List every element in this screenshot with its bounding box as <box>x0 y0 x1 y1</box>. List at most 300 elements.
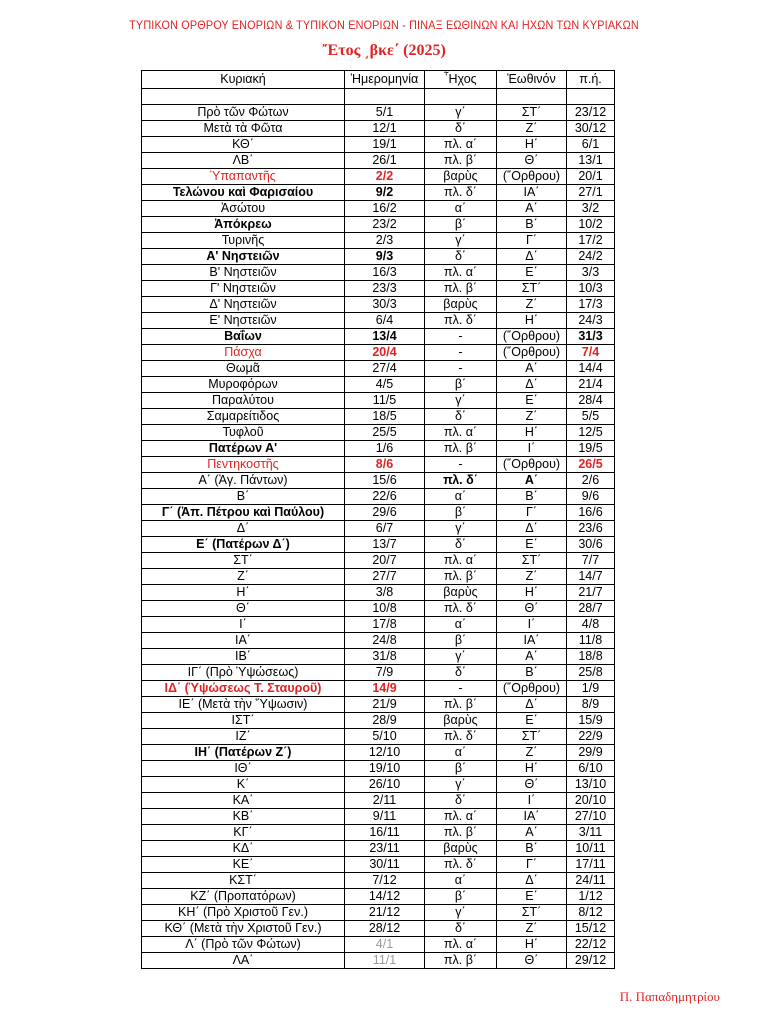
cell-date: 16/2 <box>345 201 425 217</box>
cell-sunday: ΣΤ΄ <box>142 553 345 569</box>
cell-prev: 16/6 <box>567 505 615 521</box>
cell-tone: πλ. α΄ <box>425 809 497 825</box>
cell-tone: πλ. δ΄ <box>425 729 497 745</box>
cell-prev: 23/6 <box>567 521 615 537</box>
cell-eothinon: Ε΄ <box>497 537 567 553</box>
cell-prev: 3/3 <box>567 265 615 281</box>
cell-prev: 9/6 <box>567 489 615 505</box>
cell-sunday: Ἀπόκρεω <box>142 217 345 233</box>
cell-eothinon: Α΄ <box>497 473 567 489</box>
cell-date: 29/6 <box>345 505 425 521</box>
cell-prev: 26/5 <box>567 457 615 473</box>
cell-prev: 21/4 <box>567 377 615 393</box>
cell-prev: 31/3 <box>567 329 615 345</box>
table-row <box>142 825 615 841</box>
table-row <box>142 809 615 825</box>
cell-tone: γ΄ <box>425 905 497 921</box>
cell-eothinon: Ζ΄ <box>497 121 567 137</box>
cell-prev: 21/7 <box>567 585 615 601</box>
cell-sunday: Ἀσώτου <box>142 201 345 217</box>
cell-tone: γ΄ <box>425 233 497 249</box>
cell-prev: 25/8 <box>567 665 615 681</box>
cell-sunday: Ε΄ (Πατέρων Δ΄) <box>142 537 345 553</box>
cell-date: 28/9 <box>345 713 425 729</box>
cell-date: 18/5 <box>345 409 425 425</box>
cell-eothinon: (῎Ορθρου) <box>497 681 567 697</box>
cell-sunday: Η΄ <box>142 585 345 601</box>
cell-date: 8/6 <box>345 457 425 473</box>
cell-sunday: Ὑπαπαντῆς <box>142 169 345 185</box>
table-row <box>142 425 615 441</box>
cell-tone: πλ. δ΄ <box>425 185 497 201</box>
table-row <box>142 249 615 265</box>
cell-date: 20/7 <box>345 553 425 569</box>
cell-eothinon: Δ΄ <box>497 249 567 265</box>
table-row <box>142 921 615 937</box>
cell-sunday <box>142 89 345 105</box>
cell-tone: α΄ <box>425 489 497 505</box>
cell-eothinon: Η΄ <box>497 313 567 329</box>
cell-tone: πλ. α΄ <box>425 265 497 281</box>
cell-prev: 28/4 <box>567 393 615 409</box>
cell-eothinon: Ε΄ <box>497 889 567 905</box>
cell-eothinon: Β΄ <box>497 841 567 857</box>
cell-sunday: ΚΓ΄ <box>142 825 345 841</box>
cell-tone: γ΄ <box>425 521 497 537</box>
cell-eothinon: Η΄ <box>497 937 567 953</box>
cell-date: 27/4 <box>345 361 425 377</box>
cell-prev: 13/1 <box>567 153 615 169</box>
cell-eothinon: Η΄ <box>497 761 567 777</box>
cell-sunday: Γ΄ (Ἀπ. Πέτρου καὶ Παύλου) <box>142 505 345 521</box>
cell-date: 5/10 <box>345 729 425 745</box>
cell-sunday: Μυροφόρων <box>142 377 345 393</box>
cell-eothinon: Θ΄ <box>497 153 567 169</box>
cell-sunday: ΚΖ΄ (Προπατόρων) <box>142 889 345 905</box>
cell-eothinon: Ζ΄ <box>497 921 567 937</box>
table-row <box>142 409 615 425</box>
table-row <box>142 201 615 217</box>
cell-date: 9/3 <box>345 249 425 265</box>
cell-tone: πλ. δ΄ <box>425 473 497 489</box>
cell-tone: βαρὺς <box>425 841 497 857</box>
cell-prev: 11/8 <box>567 633 615 649</box>
cell-date: 7/12 <box>345 873 425 889</box>
cell-eothinon: (῎Ορθρου) <box>497 345 567 361</box>
cell-sunday: ΚΔ΄ <box>142 841 345 857</box>
author-signature: Π. Παπαδημητρίου <box>619 989 720 1004</box>
cell-date: 4/1 <box>345 937 425 953</box>
cell-date: 9/2 <box>345 185 425 201</box>
cell-sunday: ΙΔ΄ (Ὑψώσεως Τ. Σταυροῦ) <box>142 681 345 697</box>
cell-tone: δ΄ <box>425 793 497 809</box>
cell-date: 17/8 <box>345 617 425 633</box>
table-row <box>142 473 615 489</box>
cell-date: 2/3 <box>345 233 425 249</box>
cell-tone: πλ. β΄ <box>425 825 497 841</box>
table-row <box>142 793 615 809</box>
table-row <box>142 153 615 169</box>
cell-prev: 17/3 <box>567 297 615 313</box>
cell-eothinon: Ι΄ <box>497 441 567 457</box>
cell-prev: 7/7 <box>567 553 615 569</box>
cell-tone: α΄ <box>425 873 497 889</box>
cell-tone: β΄ <box>425 633 497 649</box>
table-row <box>142 329 615 345</box>
cell-sunday: Πρὸ τῶν Φώτων <box>142 105 345 121</box>
cell-prev: 10/2 <box>567 217 615 233</box>
cell-eothinon: Ζ΄ <box>497 409 567 425</box>
cell-prev: 22/9 <box>567 729 615 745</box>
cell-prev: 28/7 <box>567 601 615 617</box>
cell-eothinon: Ι΄ <box>497 793 567 809</box>
cell-tone: α΄ <box>425 201 497 217</box>
cell-eothinon: Θ΄ <box>497 953 567 969</box>
cell-tone: πλ. β΄ <box>425 281 497 297</box>
cell-date: 16/3 <box>345 265 425 281</box>
table-row <box>142 761 615 777</box>
cell-prev: 8/12 <box>567 905 615 921</box>
cell-sunday: Σαμαρείτιδος <box>142 409 345 425</box>
table-row <box>142 729 615 745</box>
table-row <box>142 713 615 729</box>
cell-prev: 19/5 <box>567 441 615 457</box>
cell-sunday: ΙΑ΄ <box>142 633 345 649</box>
cell-eothinon: ΣΤ΄ <box>497 729 567 745</box>
cell-date: 23/11 <box>345 841 425 857</box>
cell-tone: γ΄ <box>425 777 497 793</box>
table-row <box>142 617 615 633</box>
cell-date: 3/8 <box>345 585 425 601</box>
cell-date: 23/2 <box>345 217 425 233</box>
cell-date: 2/2 <box>345 169 425 185</box>
cell-prev: 10/3 <box>567 281 615 297</box>
cell-prev: 23/12 <box>567 105 615 121</box>
cell-sunday: Πατέρων Α' <box>142 441 345 457</box>
cell-date: 11/5 <box>345 393 425 409</box>
cell-date: 26/10 <box>345 777 425 793</box>
cell-tone: β΄ <box>425 377 497 393</box>
table-row <box>142 489 615 505</box>
table-row <box>142 297 615 313</box>
cell-eothinon: Ζ΄ <box>497 745 567 761</box>
cell-eothinon: ΙΑ΄ <box>497 809 567 825</box>
cell-date: 30/3 <box>345 297 425 313</box>
cell-tone: - <box>425 329 497 345</box>
cell-eothinon: Α΄ <box>497 825 567 841</box>
cell-date: 11/1 <box>345 953 425 969</box>
cell-date: 21/12 <box>345 905 425 921</box>
table-row <box>142 457 615 473</box>
cell-sunday: ΙΓ΄ (Πρὸ Ὑψώσεως) <box>142 665 345 681</box>
cell-eothinon: ΣΤ΄ <box>497 281 567 297</box>
cell-tone: πλ. α΄ <box>425 937 497 953</box>
cell-prev: 15/12 <box>567 921 615 937</box>
cell-tone: γ΄ <box>425 393 497 409</box>
column-header-eothinon: Ἑωθινόν <box>497 71 567 89</box>
cell-prev: 2/6 <box>567 473 615 489</box>
cell-tone: γ΄ <box>425 105 497 121</box>
cell-date: 10/8 <box>345 601 425 617</box>
table-row <box>142 953 615 969</box>
cell-eothinon <box>497 89 567 105</box>
cell-prev: 29/9 <box>567 745 615 761</box>
cell-tone: πλ. β΄ <box>425 697 497 713</box>
cell-date: 27/7 <box>345 569 425 585</box>
cell-eothinon: (῎Ορθρου) <box>497 329 567 345</box>
cell-tone: δ΄ <box>425 409 497 425</box>
cell-sunday: Πάσχα <box>142 345 345 361</box>
cell-sunday: Πεντηκοστῆς <box>142 457 345 473</box>
cell-sunday: Τελώνου καὶ Φαρισαίου <box>142 185 345 201</box>
cell-eothinon: (῎Ορθρου) <box>497 457 567 473</box>
cell-eothinon: ΙΑ΄ <box>497 633 567 649</box>
table-row <box>142 601 615 617</box>
table-row <box>142 441 615 457</box>
cell-date: 15/6 <box>345 473 425 489</box>
table-row <box>142 553 615 569</box>
cell-sunday: Θωμᾶ <box>142 361 345 377</box>
cell-tone: β΄ <box>425 889 497 905</box>
cell-sunday: ΙΕ΄ (Μετὰ τὴν ῞Υψωσιν) <box>142 697 345 713</box>
cell-eothinon: Β΄ <box>497 665 567 681</box>
cell-prev: 20/10 <box>567 793 615 809</box>
cell-date: 2/11 <box>345 793 425 809</box>
cell-sunday: Β' Νηστειῶν <box>142 265 345 281</box>
column-header-tone: ῏Ηχος <box>425 71 497 89</box>
cell-prev: 6/10 <box>567 761 615 777</box>
cell-sunday: ΙΖ΄ <box>142 729 345 745</box>
cell-prev: 1/12 <box>567 889 615 905</box>
cell-sunday: Δ' Νηστειῶν <box>142 297 345 313</box>
cell-date: 23/3 <box>345 281 425 297</box>
cell-eothinon: Ι΄ <box>497 617 567 633</box>
cell-eothinon: Β΄ <box>497 217 567 233</box>
cell-eothinon: Ε΄ <box>497 393 567 409</box>
table-row <box>142 265 615 281</box>
table-row <box>142 345 615 361</box>
cell-prev: 13/10 <box>567 777 615 793</box>
cell-sunday: ΚΒ΄ <box>142 809 345 825</box>
cell-prev: 30/6 <box>567 537 615 553</box>
cell-prev: 12/5 <box>567 425 615 441</box>
document-title: ΤΥΠΙΚΟΝ ΟΡΘΡΟΥ ΕΝΟΡΙΩΝ & ΤΥΠΙΚΟΝ ΕΝΟΡΙΩΝ - ΠΙΝΑΞ ΕΩΘΙΝΩΝ ΚΑΙ ΗΧΩΝ ΤΩΝ ΚΥΡΙΑΚΩΝ <box>129 18 639 32</box>
cell-sunday: ΚΗ΄ (Πρὸ Χριστοῦ Γεν.) <box>142 905 345 921</box>
cell-tone: πλ. β΄ <box>425 953 497 969</box>
cell-sunday: ΚΑ΄ <box>142 793 345 809</box>
sundays-table <box>141 70 615 969</box>
cell-date: 13/4 <box>345 329 425 345</box>
cell-prev: 6/1 <box>567 137 615 153</box>
table-row <box>142 681 615 697</box>
cell-tone: δ΄ <box>425 537 497 553</box>
cell-sunday: Λ΄ (Πρὸ τῶν Φώτων) <box>142 937 345 953</box>
cell-date: 12/10 <box>345 745 425 761</box>
cell-date: 20/4 <box>345 345 425 361</box>
cell-tone: - <box>425 681 497 697</box>
table-row <box>142 585 615 601</box>
cell-prev: 20/1 <box>567 169 615 185</box>
table-row <box>142 841 615 857</box>
table-row <box>142 873 615 889</box>
cell-sunday: Θ΄ <box>142 601 345 617</box>
cell-eothinon: (῎Ορθρου) <box>497 169 567 185</box>
cell-date <box>345 89 425 105</box>
cell-eothinon: Δ΄ <box>497 521 567 537</box>
cell-tone: δ΄ <box>425 249 497 265</box>
table-row <box>142 777 615 793</box>
cell-prev <box>567 89 615 105</box>
cell-sunday: ΚΘ΄ <box>142 137 345 153</box>
cell-date: 14/12 <box>345 889 425 905</box>
cell-eothinon: ΣΤ΄ <box>497 105 567 121</box>
cell-tone: πλ. α΄ <box>425 425 497 441</box>
cell-tone: πλ. β΄ <box>425 441 497 457</box>
cell-prev: 14/4 <box>567 361 615 377</box>
cell-sunday: Α΄ (Ἁγ. Πάντων) <box>142 473 345 489</box>
cell-eothinon: Δ΄ <box>497 377 567 393</box>
table-row <box>142 393 615 409</box>
cell-tone: β΄ <box>425 217 497 233</box>
cell-eothinon: ΣΤ΄ <box>497 553 567 569</box>
cell-tone: πλ. δ΄ <box>425 857 497 873</box>
cell-tone: πλ. δ΄ <box>425 313 497 329</box>
table-row <box>142 569 615 585</box>
cell-tone: δ΄ <box>425 121 497 137</box>
cell-date: 19/1 <box>345 137 425 153</box>
cell-date: 9/11 <box>345 809 425 825</box>
cell-date: 24/8 <box>345 633 425 649</box>
cell-tone: - <box>425 361 497 377</box>
cell-tone: πλ. β΄ <box>425 153 497 169</box>
cell-sunday: ΙΘ΄ <box>142 761 345 777</box>
table-row <box>142 649 615 665</box>
cell-date: 21/9 <box>345 697 425 713</box>
cell-eothinon: Η΄ <box>497 425 567 441</box>
cell-tone: πλ. β΄ <box>425 569 497 585</box>
cell-date: 28/12 <box>345 921 425 937</box>
cell-prev: 24/3 <box>567 313 615 329</box>
table-row <box>142 889 615 905</box>
table-row <box>142 537 615 553</box>
cell-date: 31/8 <box>345 649 425 665</box>
cell-prev: 3/2 <box>567 201 615 217</box>
cell-eothinon: Δ΄ <box>497 697 567 713</box>
cell-eothinon: Δ΄ <box>497 873 567 889</box>
cell-eothinon: Ε΄ <box>497 713 567 729</box>
cell-prev: 10/11 <box>567 841 615 857</box>
cell-prev: 14/7 <box>567 569 615 585</box>
cell-sunday: ΛΑ΄ <box>142 953 345 969</box>
cell-eothinon: Η΄ <box>497 137 567 153</box>
cell-eothinon: Α΄ <box>497 649 567 665</box>
table-row <box>142 233 615 249</box>
cell-sunday: Ι΄ <box>142 617 345 633</box>
cell-prev: 18/8 <box>567 649 615 665</box>
column-header-date: Ἡμερομηνία <box>345 71 425 89</box>
cell-sunday: ΙΣΤ΄ <box>142 713 345 729</box>
table-row <box>142 505 615 521</box>
cell-prev: 4/8 <box>567 617 615 633</box>
column-header-sunday: Κυριακή <box>142 71 345 89</box>
cell-eothinon: Γ΄ <box>497 857 567 873</box>
cell-sunday: ΛΒ΄ <box>142 153 345 169</box>
table-row <box>142 89 615 105</box>
cell-sunday: Γ' Νηστειῶν <box>142 281 345 297</box>
cell-date: 13/7 <box>345 537 425 553</box>
cell-sunday: Παραλύτου <box>142 393 345 409</box>
cell-sunday: Βαΐων <box>142 329 345 345</box>
cell-tone: γ΄ <box>425 649 497 665</box>
cell-date: 7/9 <box>345 665 425 681</box>
cell-tone: βαρὺς <box>425 713 497 729</box>
cell-date: 14/9 <box>345 681 425 697</box>
cell-eothinon: Γ΄ <box>497 233 567 249</box>
cell-prev: 30/12 <box>567 121 615 137</box>
table-row <box>142 937 615 953</box>
cell-prev: 5/5 <box>567 409 615 425</box>
cell-tone: βαρὺς <box>425 297 497 313</box>
table-row <box>142 281 615 297</box>
table-row <box>142 217 615 233</box>
cell-prev: 17/11 <box>567 857 615 873</box>
cell-sunday: Α' Νηστειῶν <box>142 249 345 265</box>
cell-prev: 17/2 <box>567 233 615 249</box>
cell-sunday: ΚΕ΄ <box>142 857 345 873</box>
cell-date: 4/5 <box>345 377 425 393</box>
table-row <box>142 105 615 121</box>
cell-tone: - <box>425 345 497 361</box>
cell-sunday: Β΄ <box>142 489 345 505</box>
cell-sunday: ΚΘ΄ (Μετὰ τὴν Χριστοῦ Γεν.) <box>142 921 345 937</box>
table-row <box>142 169 615 185</box>
cell-date: 26/1 <box>345 153 425 169</box>
cell-prev: 27/10 <box>567 809 615 825</box>
table-row <box>142 857 615 873</box>
table-row <box>142 313 615 329</box>
table-row <box>142 521 615 537</box>
cell-tone: - <box>425 457 497 473</box>
cell-tone: β΄ <box>425 761 497 777</box>
table-body <box>142 89 615 969</box>
cell-date: 19/10 <box>345 761 425 777</box>
cell-eothinon: Η΄ <box>497 585 567 601</box>
cell-sunday: Δ΄ <box>142 521 345 537</box>
cell-prev: 3/11 <box>567 825 615 841</box>
table-row <box>142 633 615 649</box>
cell-sunday: Τυρινῆς <box>142 233 345 249</box>
cell-sunday: Ζ΄ <box>142 569 345 585</box>
cell-tone: πλ. δ΄ <box>425 601 497 617</box>
cell-tone: δ΄ <box>425 921 497 937</box>
table-row <box>142 905 615 921</box>
cell-eothinon: Ζ΄ <box>497 569 567 585</box>
cell-eothinon: Θ΄ <box>497 777 567 793</box>
table-row <box>142 697 615 713</box>
cell-tone: β΄ <box>425 505 497 521</box>
cell-date: 1/6 <box>345 441 425 457</box>
cell-prev: 27/1 <box>567 185 615 201</box>
table-row <box>142 665 615 681</box>
cell-sunday: Κ΄ <box>142 777 345 793</box>
cell-date: 6/7 <box>345 521 425 537</box>
cell-tone: πλ. α΄ <box>425 553 497 569</box>
cell-date: 25/5 <box>345 425 425 441</box>
year-title: ῎Ετος ͵βκε΄ (2025) <box>322 42 446 59</box>
cell-prev: 24/2 <box>567 249 615 265</box>
cell-tone: βαρὺς <box>425 585 497 601</box>
cell-date: 16/11 <box>345 825 425 841</box>
